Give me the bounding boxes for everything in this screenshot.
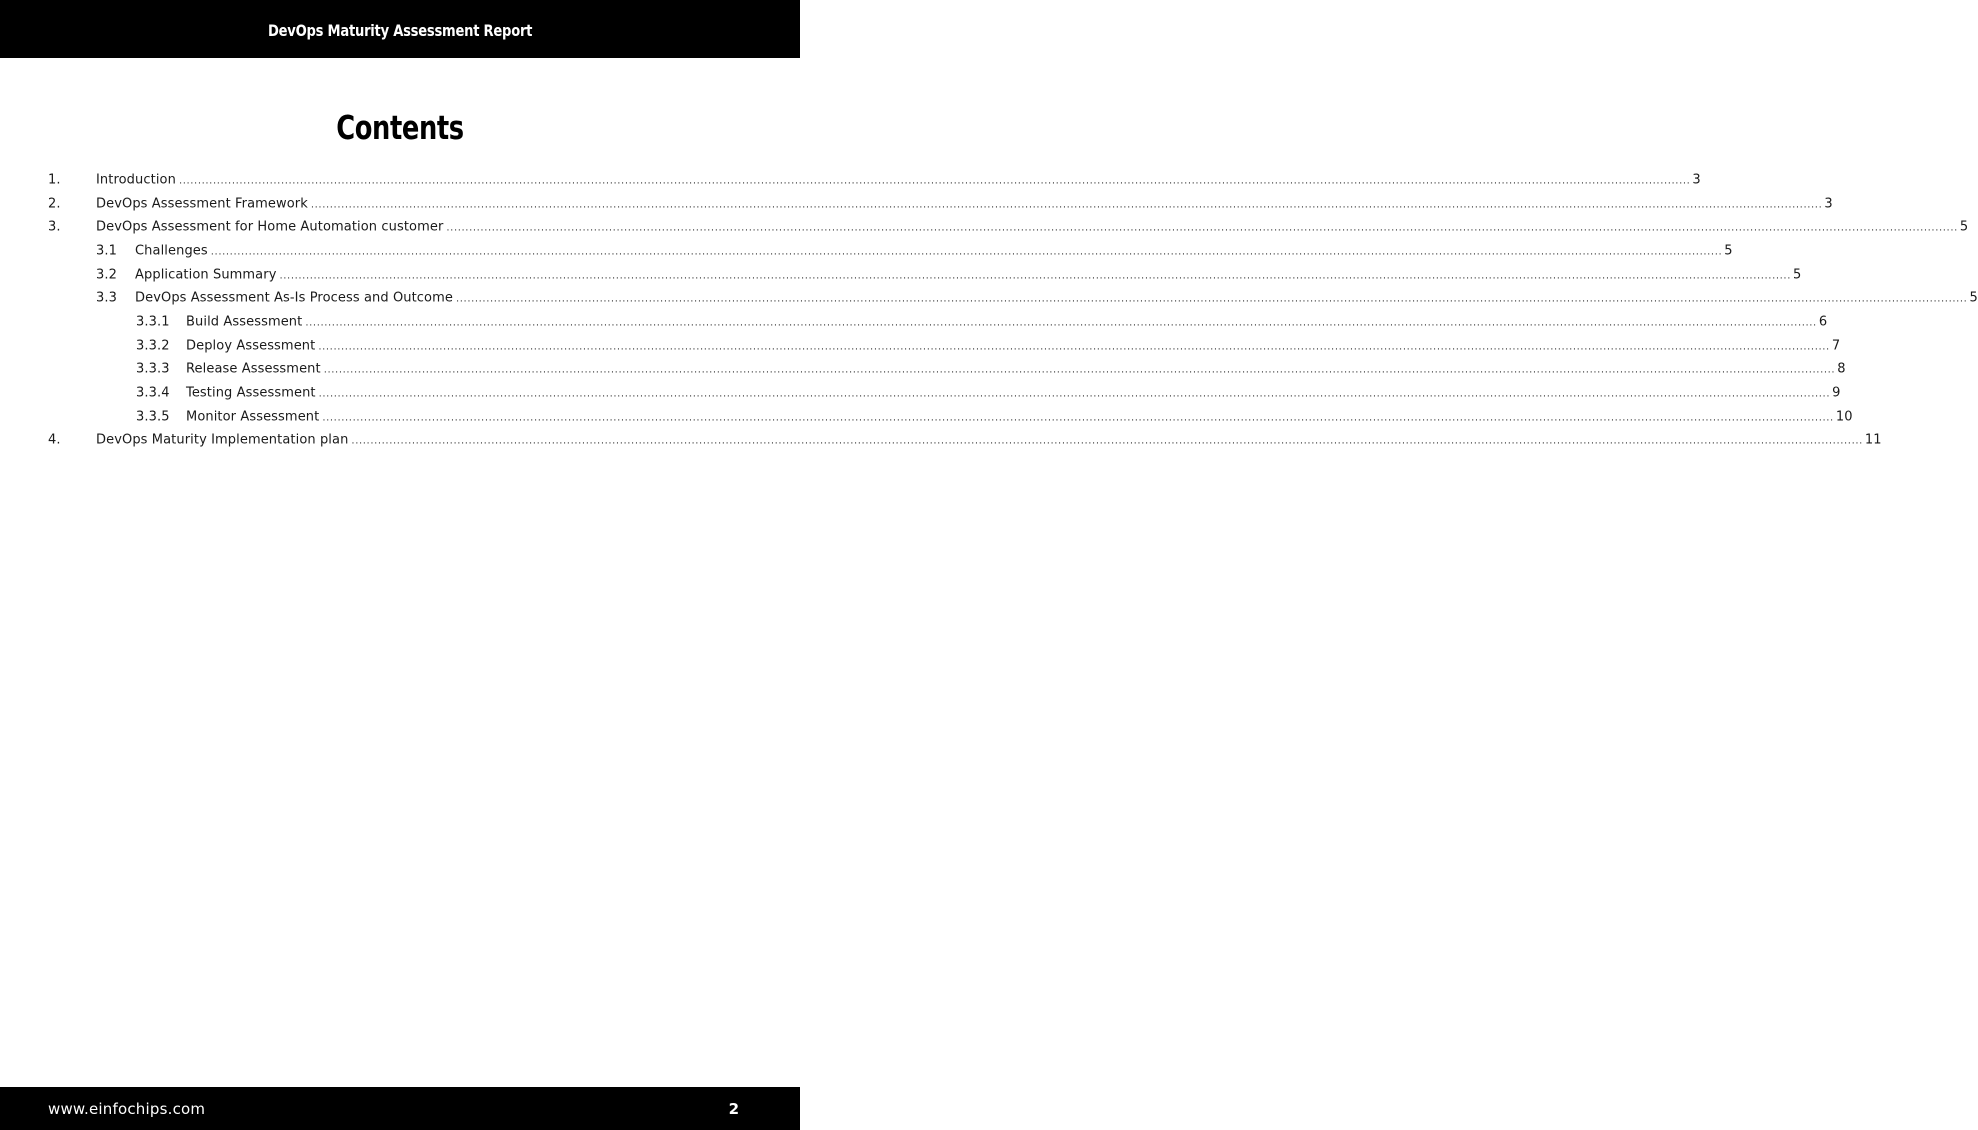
toc-entry-number: 3.3.5	[136, 409, 170, 425]
toc-entry-number: 3.	[48, 219, 61, 235]
toc-entry-number: 3.1	[96, 243, 117, 259]
toc-entry-number: 3.2	[96, 267, 117, 283]
toc-entry-body	[186, 314, 1828, 330]
toc-entry-page: 6	[1818, 314, 1828, 330]
toc-entry[interactable]	[48, 381, 1841, 405]
toc-entry-label: DevOps Maturity Implementation plan	[96, 432, 349, 448]
dot-leader: ................................................................................................................................................................................................................................................................................................................................................................................................................	[351, 435, 1863, 447]
dot-leader: ................................................................................................................................................................................................................................................................................................................................................................................................................	[178, 175, 1691, 187]
dot-leader: ................................................................................................................................................................................................................................................................................................................................................................................................................	[446, 222, 1958, 234]
toc-entry-number: 4.	[48, 432, 61, 448]
toc-entry-number: 1.	[48, 172, 61, 188]
toc-entry-label: Introduction	[96, 172, 176, 188]
toc-entry-body	[186, 361, 1846, 377]
toc-entry-body	[96, 172, 1701, 188]
toc-entry-body	[135, 267, 1802, 283]
dot-leader: ................................................................................................................................................................................................................................................................................................................................................................................................................	[310, 199, 1823, 211]
toc-entry[interactable]	[48, 358, 1846, 382]
toc-entry-page: 3	[1692, 172, 1701, 188]
toc-entry-page: 9	[1832, 385, 1841, 401]
toc-entry-page: 3	[1824, 196, 1833, 212]
toc-entry-label: DevOps Assessment As-Is Process and Outcome	[135, 290, 453, 306]
toc-entry-page: 8	[1837, 361, 1846, 377]
dot-leader: ................................................................................................................................................................................................................................................................................................................................................................................................................	[455, 293, 1968, 305]
toc-entry-label: DevOps Assessment Framework	[96, 196, 308, 212]
toc-entry-body	[96, 432, 1882, 448]
toc-entry-number: 3.3.2	[136, 338, 170, 354]
toc-entry-number: 2.	[48, 196, 61, 212]
toc-entry-label: Release Assessment	[186, 361, 321, 377]
toc-entry-number: 3.3.3	[136, 361, 170, 377]
toc-entry-number: 3.3.4	[136, 385, 170, 401]
page-header	[0, 0, 800, 58]
dot-leader: ................................................................................................................................................................................................................................................................................................................................................................................................................	[318, 341, 1830, 353]
toc-entry-body	[186, 338, 1841, 354]
toc-entry[interactable]	[48, 239, 1733, 263]
toc-entry-page: 11	[1864, 432, 1882, 448]
toc-entry-page: 5	[1724, 243, 1733, 259]
toc-entry[interactable]	[48, 192, 1833, 216]
toc-entry[interactable]	[48, 310, 1828, 334]
contents-heading: Contents	[336, 108, 464, 147]
toc-entry-number: 3.3	[96, 290, 117, 306]
toc-entry-label: Monitor Assessment	[186, 409, 320, 425]
website-link[interactable]: www.einfochips.com	[48, 1099, 206, 1118]
toc-entry-body	[186, 385, 1841, 401]
page-footer	[0, 1087, 800, 1130]
toc-entry[interactable]	[48, 405, 1853, 429]
toc-entry-page: 5	[1792, 267, 1802, 283]
toc-entry-label: DevOps Assessment for Home Automation customer	[96, 219, 444, 235]
toc-entry-label: Challenges	[135, 243, 208, 259]
toc-entry[interactable]	[48, 168, 1701, 192]
toc-entry-number: 3.3.1	[136, 314, 170, 330]
toc-entry-body	[135, 243, 1733, 259]
toc-entry-label: Testing Assessment	[186, 385, 316, 401]
toc-entry-body	[96, 219, 1969, 235]
toc-entry-body	[96, 196, 1833, 212]
toc-entry[interactable]	[48, 334, 1841, 358]
toc-entry[interactable]	[48, 286, 1978, 310]
toc-entry-body	[135, 290, 1978, 306]
dot-leader: ................................................................................................................................................................................................................................................................................................................................................................................................................	[318, 388, 1831, 400]
report-title: DevOps Maturity Assessment Report	[267, 20, 533, 40]
dot-leader: ................................................................................................................................................................................................................................................................................................................................................................................................................	[279, 270, 1791, 282]
toc-entry-page: 10	[1835, 409, 1853, 425]
dot-leader: ................................................................................................................................................................................................................................................................................................................................................................................................................	[323, 364, 1836, 376]
toc-entry-page: 5	[1959, 219, 1969, 235]
toc-entry[interactable]	[48, 429, 1882, 453]
toc-entry-page: 5	[1969, 290, 1978, 306]
toc-entry-page: 7	[1831, 338, 1841, 354]
toc-entry-label: Deploy Assessment	[186, 338, 316, 354]
toc-entry[interactable]	[48, 263, 1802, 287]
toc-entry-label: Application Summary	[135, 267, 277, 283]
table-of-contents	[48, 168, 1978, 452]
dot-leader: ................................................................................................................................................................................................................................................................................................................................................................................................................	[210, 246, 1723, 258]
dot-leader: ................................................................................................................................................................................................................................................................................................................................................................................................................	[322, 412, 1834, 424]
toc-entry-body	[186, 409, 1853, 425]
dot-leader: ................................................................................................................................................................................................................................................................................................................................................................................................................	[305, 317, 1817, 329]
page-number: 2	[728, 1099, 739, 1118]
toc-entry[interactable]	[48, 215, 1969, 239]
toc-entry-label: Build Assessment	[186, 314, 303, 330]
